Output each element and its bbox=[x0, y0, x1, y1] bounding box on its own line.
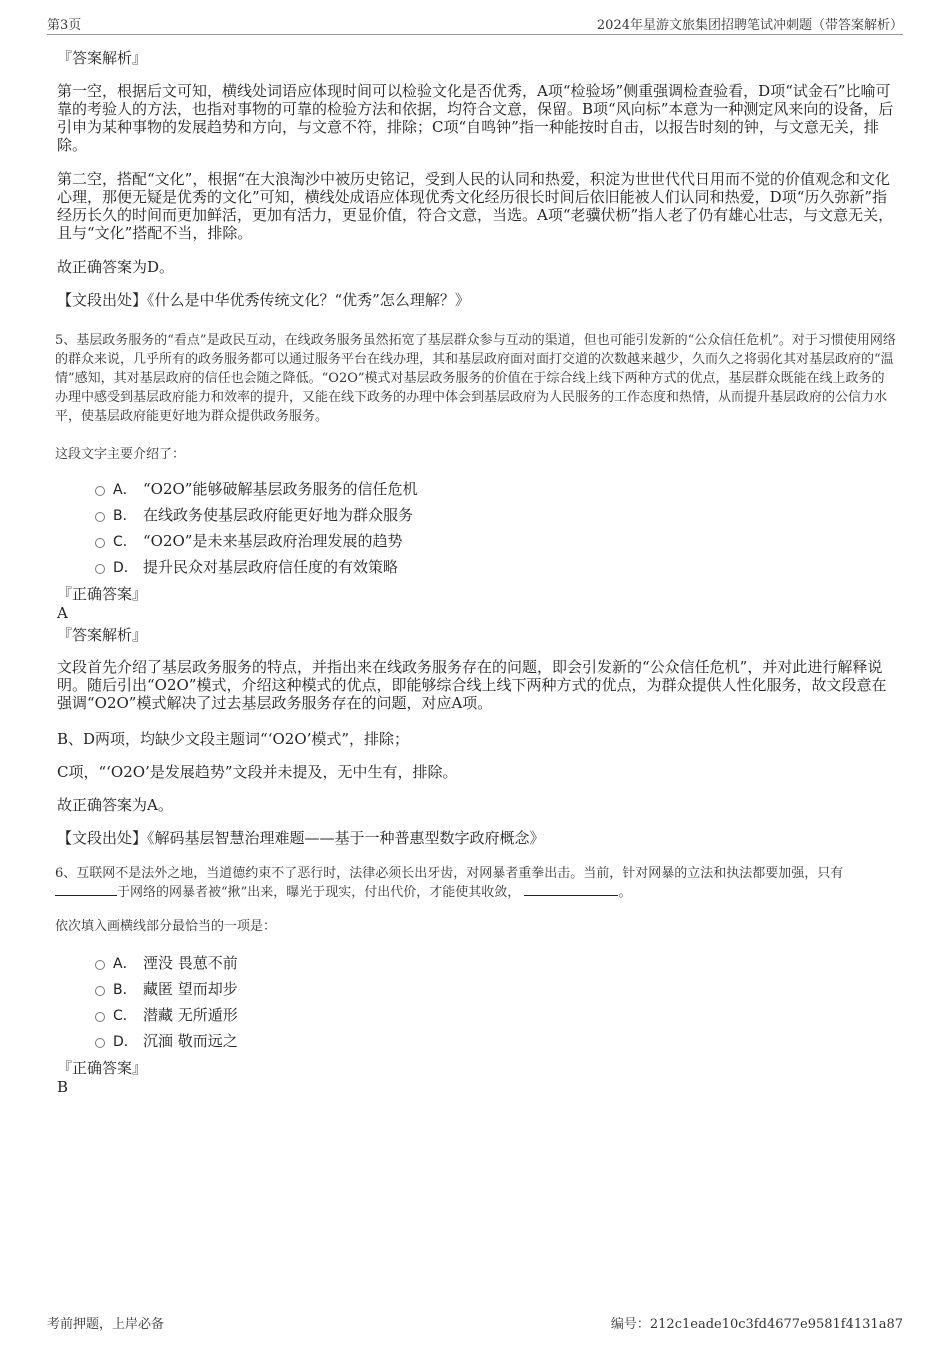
q6-option-b[interactable]: B． 藏匿 望而却步 bbox=[95, 980, 238, 999]
q6-option-d[interactable]: D． 沉湎 敬而远之 bbox=[95, 1032, 238, 1051]
q5-conclusion: 故正确答案为A。 bbox=[57, 796, 173, 814]
footer-slogan: 考前押题，上岸必备 bbox=[47, 1317, 165, 1332]
q5-option-d[interactable]: D． 提升民众对基层政府信任度的有效策略 bbox=[95, 558, 398, 577]
q5-question: 这段文字主要介绍了： bbox=[55, 447, 186, 462]
document-title: 2024年星游文旅集团招聘笔试冲刺题（带答案解析） bbox=[596, 18, 903, 33]
q5-source: 【文段出处】《解码基层智慧治理难题——基于一种普惠型数字政府概念》 bbox=[57, 829, 545, 847]
q6-blank-1 bbox=[55, 883, 117, 896]
q6-answer-label: 『正确答案』 bbox=[57, 1059, 148, 1077]
radio-icon[interactable] bbox=[95, 1012, 105, 1022]
q5-option-c[interactable]: C． “O2O”是未来基层政府治理发展的趋势 bbox=[95, 532, 402, 551]
q5-analysis-para1: 文段首先介绍了基层政务服务的特点，并指出来在线政务服务存在的问题，即会引发新的“公众信任危机”，并对此进行解释说明。随后引出“O2O”模式，介绍这种模式的优点，即能够综合线上线下两种方式的优点，为群众提供人性化服务，故文段意在强调“O2O”模式解决了过去基层政务服务存在的问题，对应A项。 bbox=[57, 658, 887, 712]
q6-blank-2 bbox=[524, 883, 618, 896]
q5-analysis-para3: C项，“‘O2O’是发展趋势”文段并未提及，无中生有，排除。 bbox=[57, 763, 458, 781]
radio-icon[interactable] bbox=[95, 564, 105, 574]
q4-analysis-label: 『答案解析』 bbox=[57, 49, 148, 67]
q4-source: 【文段出处】《什么是中华优秀传统文化？“优秀”怎么理解？》 bbox=[57, 291, 470, 309]
q4-analysis-para2: 第二空，搭配“文化”，根据“在大浪淘沙中被历史铭记，受到人民的认同和热爱，积淀为世世代代日用而不觉的价值观念和文化心理，那便无疑是优秀的文化”可知，横线处成语应体现优秀文化经历很长时间后依旧能被人们认同和热爱，D项“历久弥新”指经历长久的时间而更加鲜活，更加有活力，更显价值，符合文意，当选。A项“老骥伏枥”指人老了仍有雄心壮志，与文意无关，且与“文化”搭配不当，排除。 bbox=[57, 170, 894, 242]
q5-analysis-para2: B、D两项，均缺少文段主题词“‘O2O’模式”，排除； bbox=[57, 730, 410, 748]
page-number: 第3页 bbox=[47, 18, 82, 33]
q5-answer: A bbox=[57, 604, 68, 622]
q5-option-b[interactable]: B． 在线政务使基层政府能更好地为群众服务 bbox=[95, 506, 413, 525]
q6-answer: B bbox=[57, 1078, 69, 1096]
page-header bbox=[47, 12, 903, 35]
q4-analysis-para1: 第一空，根据后文可知，横线处词语应体现时间可以检验文化是否优秀，A项“检验场”侧重强调检查验看，D项“试金石”比喻可靠的考验人的方法，也指对事物的可靠的检验方法和依据，均符合文意，保留。B项“风向标”本意为一种测定风来向的设备，后引申为某种事物的发展趋势和方向，与文意不符，排除；C项“自鸣钟”指一种能按时自击，以报告时刻的钟，与文意无关，排除。 bbox=[57, 82, 894, 154]
radio-icon[interactable] bbox=[95, 986, 105, 996]
q6-option-a[interactable]: A． 湮没 畏葸不前 bbox=[95, 954, 238, 973]
radio-icon[interactable] bbox=[95, 486, 105, 496]
document-id: 编号：212c1eade10c3fd4677e9581f4131a87 bbox=[610, 1317, 903, 1332]
q5-answer-label: 『正确答案』 bbox=[57, 585, 148, 603]
q5-option-a[interactable]: A． “O2O”能够破解基层政务服务的信任危机 bbox=[95, 480, 417, 499]
radio-icon[interactable] bbox=[95, 538, 105, 548]
radio-icon[interactable] bbox=[95, 1038, 105, 1048]
q5-analysis-label: 『答案解析』 bbox=[57, 626, 148, 644]
q5-stem: 5、基层政务服务的“看点”是政民互动，在线政务服务虽然拓宽了基层群众参与互动的渠道，但也可能引发新的“公众信任危机”。对于习惯使用网络的群众来说，几乎所有的政务服务都可以通过服务平台在线办理，其和基层政府面对面打交道的次数越来越少，久而久之将弱化其对基层政府的“温情”感知，其对基层政府的信任也会随之降低。“O2O”模式对基层政务服务的价值在于综合线上线下两种方式的优点，基层群众既能在线上政务的办理中感受到基层政府能力和效率的提升，又能在线下政务的办理中体会到基层政府为人民服务的工作态度和热情，从而提升基层政府的公信力水平，使基层政府能更好地为群众提供政务服务。 bbox=[55, 333, 896, 424]
radio-icon[interactable] bbox=[95, 960, 105, 970]
radio-icon[interactable] bbox=[95, 512, 105, 522]
q6-stem: 6、互联网不是法外之地，当道德约束不了恶行时，法律必须长出牙齿，对网暴者重拳出击。当前，针对网暴的立法和执法都要加强，只有于网络的网暴者被“揪”出来，曝光于现实，付出代价，才能使其收敛， 。 bbox=[55, 866, 844, 900]
q6-question: 依次填入画横线部分最恰当的一项是： bbox=[55, 919, 277, 934]
q4-conclusion: 故正确答案为D。 bbox=[57, 258, 175, 276]
q6-option-c[interactable]: C． 潜藏 无所遁形 bbox=[95, 1006, 238, 1025]
